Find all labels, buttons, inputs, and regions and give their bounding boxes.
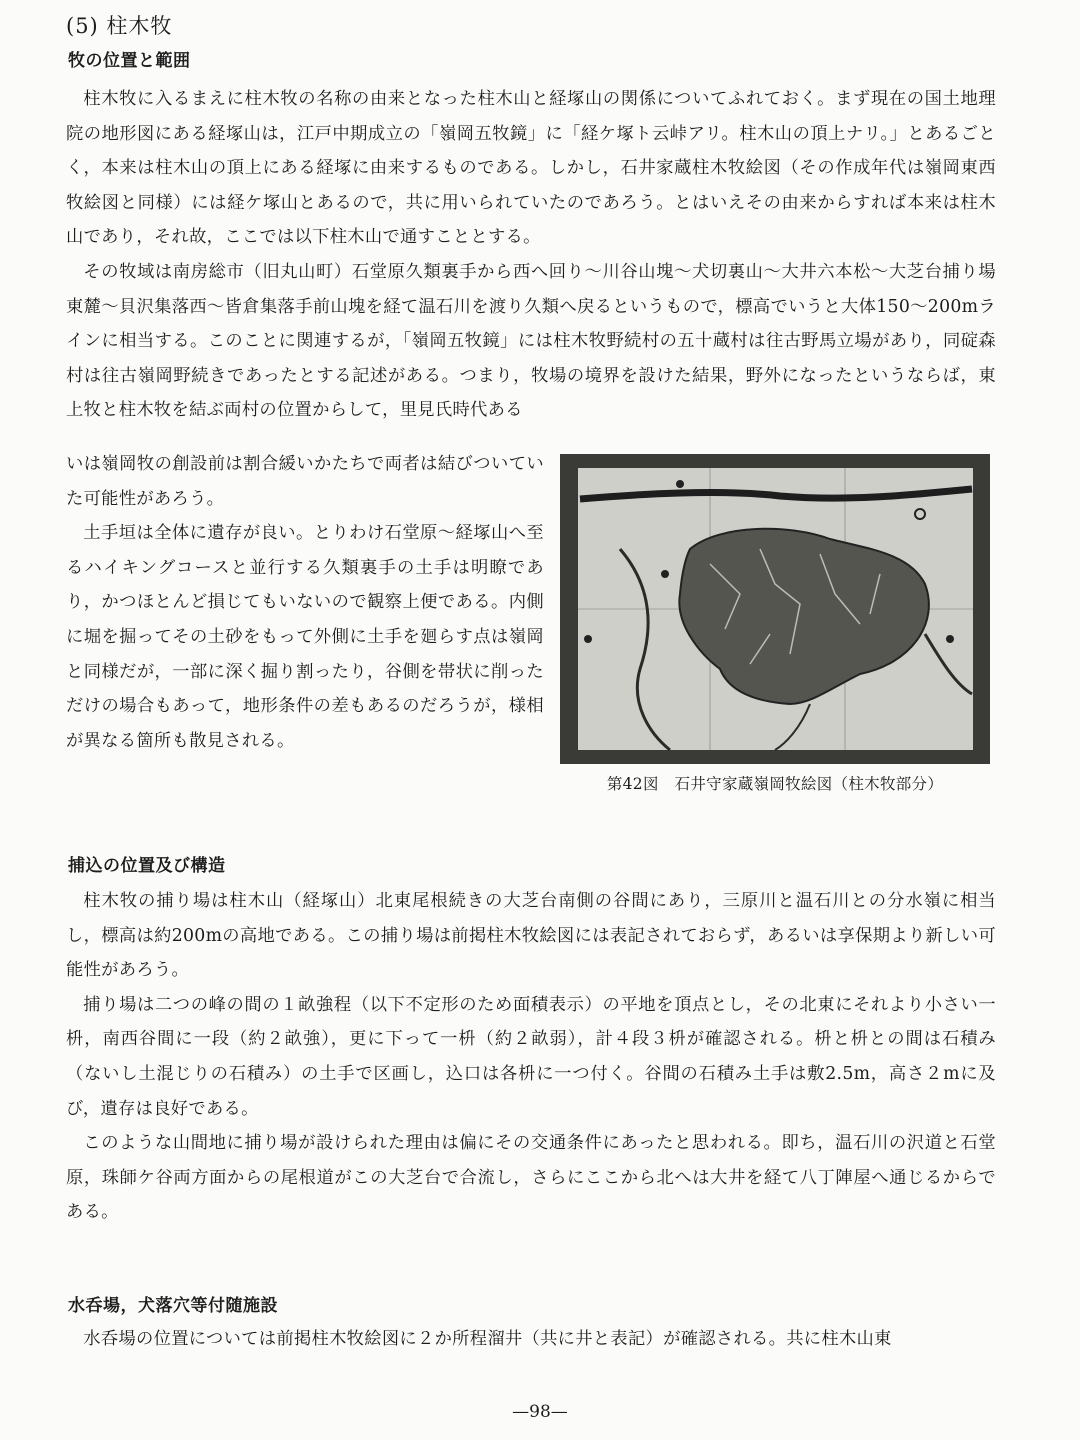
paragraph: その牧域は南房総市（旧丸山町）石堂原久類裏手から西へ回り～川谷山塊～犬切裏山～大井六本松～大芝台捕り場東麓～貝沢集落西～皆倉集落手前山塊を経て温石川を渡り久類へ戻るというもので，標高でいうと大体150～200mラインに相当する。このことに関連するが，「嶺岡五牧鏡」には柱木牧野続村の五十蔵村は往古野馬立場があり，同碇森村は往古嶺岡野続きであったとする記述がある。つまり，牧場の境界を設けた結果，野外になったというならば，東上牧と柱木牧を結ぶ両村の位置からして，里見氏時代ある bbox=[66, 261, 996, 421]
figure bbox=[560, 454, 990, 794]
historic-map-image bbox=[560, 454, 990, 764]
paragraph: 捕り場は二つの峰の間の１畝強程（以下不定形のため面積表示）の平地を頂点とし，その北東にそれより小さい一枡，南西谷間に一段（約２畝強），更に下って一枡（約２畝弱），計４段３枡が確認される。枡と枡との間は石積み（ないし土混じりの石積み）の土手で区画し，込口は各枡に一つ付く。谷間の石積み土手は敷2.5m，高さ２mに及び，遺存は良好である。 bbox=[66, 994, 996, 1119]
section-body-facilities bbox=[66, 1322, 996, 1357]
section-heading-range: 牧の位置と範囲 bbox=[68, 51, 191, 71]
chapter-title: (5) 柱木牧 bbox=[66, 14, 173, 38]
paragraph: 柱木牧の捕り場は柱木山（経塚山）北東尾根続きの大芝台南側の谷間にあり，三原川と温石川との分水嶺に相当し，標高は約200mの高地である。この捕り場は前掲柱木牧絵図には表記されておらず，あるいは享保期より新しい可能性があろう。 bbox=[66, 891, 996, 981]
paragraph: 柱木牧に入るまえに柱木牧の名称の由来となった柱木山と経塚山の関係についてふれておく。まず現在の国土地理院の地形図にある経塚山は，江戸中期成立の「嶺岡五牧鏡」に「経ケ塚ト云峠アリ。柱木山の頂上ナリ。」とあるごとく，本来は柱木山の頂上にある経塚に由来するものである。しかし，石井家蔵柱木牧絵図（その作成年代は嶺岡東西牧絵図と同様）には経ケ塚山とあるので，共に用いられていたのであろう。とはいえその由来からすれば本来は柱木山であり，それ故，ここでは以下柱木山で通すこととする。 bbox=[66, 89, 996, 248]
paragraph: 水呑場の位置については前掲柱木牧絵図に２か所程溜井（共に井と表記）が確認される。共に柱木山東 bbox=[83, 1329, 892, 1349]
section-body-range bbox=[66, 82, 996, 428]
page-number: —98— bbox=[512, 1402, 568, 1422]
section-heading-facilities: 水呑場，犬落穴等付随施設 bbox=[68, 1296, 278, 1316]
paragraph: 土手垣は全体に遺存が良い。とりわけ石堂原～経塚山へ至るハイキングコースと並行する久類裏手の土手は明瞭であり，かつほとんど損じてもいないので観察上便である。内側に堀を掘ってその土砂をもって外側に土手を廻らす点は嶺岡と同様だが，一部に深く掘り割ったり，谷側を帯状に削っただけの場合もあって，地形条件の差もあるのだろうが，様相が異なる箇所も散見される。 bbox=[66, 523, 544, 751]
paragraph: このような山間地に捕り場が設けられた理由は偏にその交通条件にあったと思われる。即ち，温石川の沢道と石堂原，珠師ケ谷両方面からの尾根道がこの大芝台で合流し，さらにここから北へは大井を経て八丁陣屋へ通じるからである。 bbox=[66, 1133, 996, 1223]
figure-caption: 第42図 石井守家蔵嶺岡牧絵図（柱木牧部分） bbox=[606, 775, 944, 793]
section-heading-capture-pen: 捕込の位置及び構造 bbox=[68, 856, 226, 876]
section-body-capture-pen bbox=[66, 884, 996, 1230]
wrapped-text-column bbox=[66, 447, 544, 758]
paragraph-continuation: いは嶺岡牧の創設前は割合緩いかたちで両者は結びついていた可能性があろう。 bbox=[66, 454, 544, 509]
